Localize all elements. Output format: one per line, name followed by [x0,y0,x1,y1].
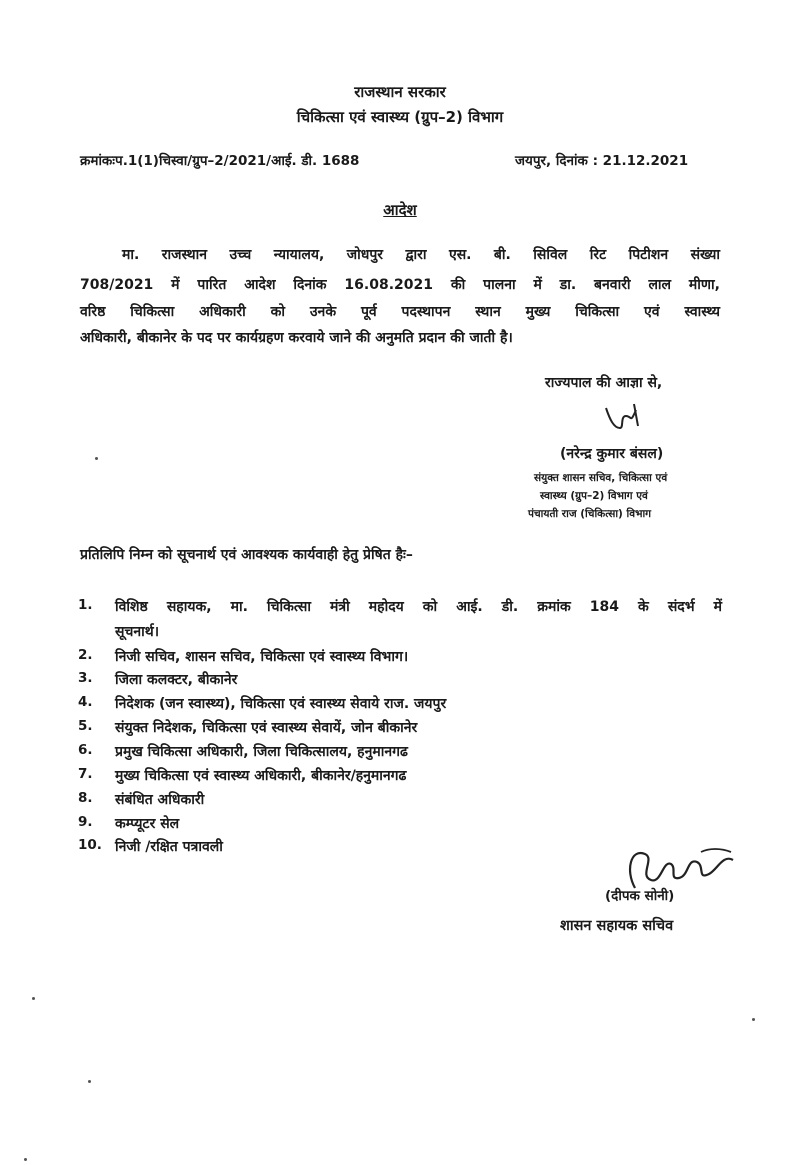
signatory-designation: संयुक्त शासन सचिव, चिकित्सा एवं [534,472,668,484]
list-item: प्रमुख चिकित्सा अधिकारी, जिला चिकित्सालय, हनुमानगढ [115,744,408,760]
body-line [80,245,720,264]
list-item-number: 1. [78,597,93,613]
list-item-number: 4. [78,694,93,710]
department-name: चिकित्सा एवं स्वास्थ्य (ग्रुप–2) विभाग [296,108,504,126]
signature-image [598,398,648,434]
list-item-number: 8. [78,790,93,806]
list-item: संबंधित अधिकारी [115,792,205,808]
list-item-number: 6. [78,742,93,758]
signatory-name: (नरेन्द्र कुमार बंसल) [560,446,664,462]
list-item-continuation: सूचनार्थ। [115,624,160,640]
body-line: 708/2021 में पारित आदेश दिनांक 16.08.2021 की पालना में डा. बनवारी लाल मीणा, [80,277,720,293]
list-item-number: 7. [78,766,93,782]
scan-speck [95,457,98,460]
list-item-number: 3. [78,670,93,686]
list-item-number: 5. [78,718,93,734]
list-item: निजी /रक्षित पत्रावली [115,839,223,855]
governor-order-text: राज्यपाल की आज्ञा से, [545,375,663,391]
list-item: कम्प्यूटर सेल [115,816,180,832]
copy-intro: प्रतिलिपि निम्न को सूचनार्थ एवं आवश्यक कार्यवाही हेतु प्रेषित हैः– [80,547,413,563]
secondary-signatory-name: (दीपक सोनी) [605,888,675,904]
scan-speck [32,997,35,1000]
signatory-designation: पंचायती राज (चिकित्सा) विभाग [528,508,652,520]
list-item-number: 9. [78,814,93,830]
scan-speck [752,1018,755,1021]
government-name: राजस्थान सरकार [354,83,446,101]
list-item: निदेशक (जन स्वास्थ्य), चिकित्सा एवं स्वास्थ्य सेवाये राज. जयपुर [115,696,447,712]
list-item: मुख्य चिकित्सा एवं स्वास्थ्य अधिकारी, बीकानेर/हनुमानगढ [115,768,407,784]
place-date: जयपुर, दिनांक : 21.12.2021 [515,153,689,169]
list-item-number: 10. [78,837,102,853]
secondary-signatory-designation: शासन सहायक सचिव [560,918,674,934]
scan-speck [88,1080,91,1083]
scan-speck [24,1158,27,1161]
body-line-text: मा. राजस्थान उच्च न्यायालय, जोधपुर द्वारा एस. बी. सिविल रिट पिटीशन संख्या [122,247,720,263]
signatory-designation: स्वास्थ्य (ग्रुप–2) विभाग एवं [540,490,648,502]
list-item-number: 2. [78,647,93,663]
list-item: संयुक्त निदेशक, चिकित्सा एवं स्वास्थ्य सेवायें, जोन बीकानेर [115,720,418,736]
list-item: विशिष्ठ सहायक, मा. चिकित्सा मंत्री महोदय को आई. डी. क्रमांक 184 के संदर्भ में [115,599,722,615]
document-title [0,200,800,220]
list-item: निजी सचिव, शासन सचिव, चिकित्सा एवं स्वास्थ्य विभाग। [115,649,409,665]
body-line: वरिष्ठ चिकित्सा अधिकारी को उनके पूर्व पदस्थापन स्थान मुख्य चिकित्सा एवं स्वास्थ्य [80,304,720,320]
reference-number: क्रमांकःप.1(1)चिस्वा/ग्रुप–2/2021/आई. डी. 1688 [80,153,360,169]
document-title-text: आदेश [383,201,417,219]
list-item: जिला कलक्टर, बीकानेर [115,672,238,688]
body-line: अधिकारी, बीकानेर के पद पर कार्यग्रहण करवाये जाने की अनुमति प्रदान की जाती है। [80,330,513,346]
